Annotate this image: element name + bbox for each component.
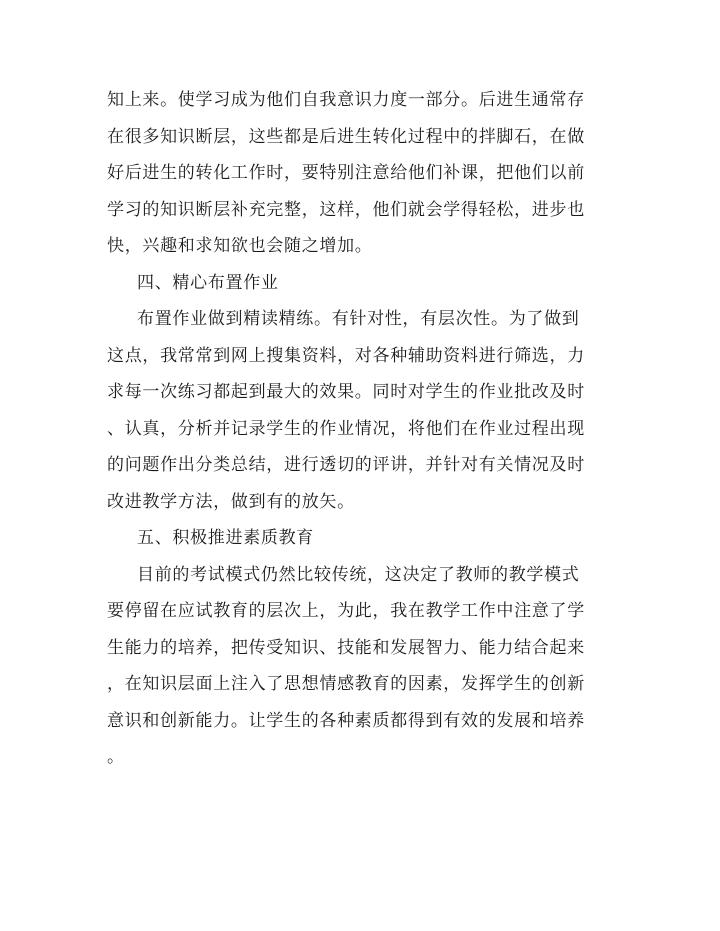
- section-heading-4: 四、精心布置作业: [137, 272, 279, 293]
- paragraph-line: 。: [107, 747, 125, 767]
- paragraph-line: 要停留在应试教育的层次上，为此，我在教学工作中注意了学: [107, 601, 585, 621]
- paragraph-line: 求每一次练习都起到最大的效果。同时对学生的作业批改及时: [107, 382, 585, 402]
- paragraph-line: 这点，我常常到网上搜集资料，对各种辅助资料进行筛选，力: [107, 345, 585, 366]
- paragraph-line: 意识和创新能力。让学生的各种素质都得到有效的发展和培养: [107, 710, 585, 731]
- paragraph-line: 目前的考试模式仍然比较传统，这决定了教师的教学模式: [137, 564, 580, 585]
- paragraph-line: ，在知识层面上注入了思想情感教育的因素，发挥学生的创新: [107, 674, 585, 694]
- paragraph-line: 学习的知识断层补充完整，这样，他们就会学得轻松，进步也: [107, 199, 585, 220]
- paragraph-line: 、认真，分析并记录学生的作业情况，将他们在作业过程出现: [107, 418, 585, 439]
- section-heading-5: 五、积极推进素质教育: [137, 528, 314, 548]
- paragraph-line: 知上来。使学习成为他们自我意识力度一部分。后进生通常存: [107, 90, 585, 110]
- paragraph-line: 生能力的培养，把传受知识、技能和发展智力、能力结合起来: [107, 637, 585, 658]
- paragraph-line: 改进教学方法，做到有的放矢。: [107, 491, 355, 512]
- paragraph-line: 的问题作出分类总结，进行透切的评讲，并针对有关情况及时: [107, 455, 585, 475]
- paragraph-line: 好后进生的转化工作时，要特别注意给他们补课，把他们以前: [107, 163, 585, 183]
- paragraph-line: 在很多知识断层，这些都是后进生转化过程中的拌脚石，在做: [107, 126, 585, 147]
- document-body: [107, 82, 617, 776]
- paragraph-line: 布置作业做到精读精练。有针对性，有层次性。为了做到: [137, 309, 580, 329]
- paragraph-line: 快，兴趣和求知欲也会随之增加。: [107, 236, 373, 256]
